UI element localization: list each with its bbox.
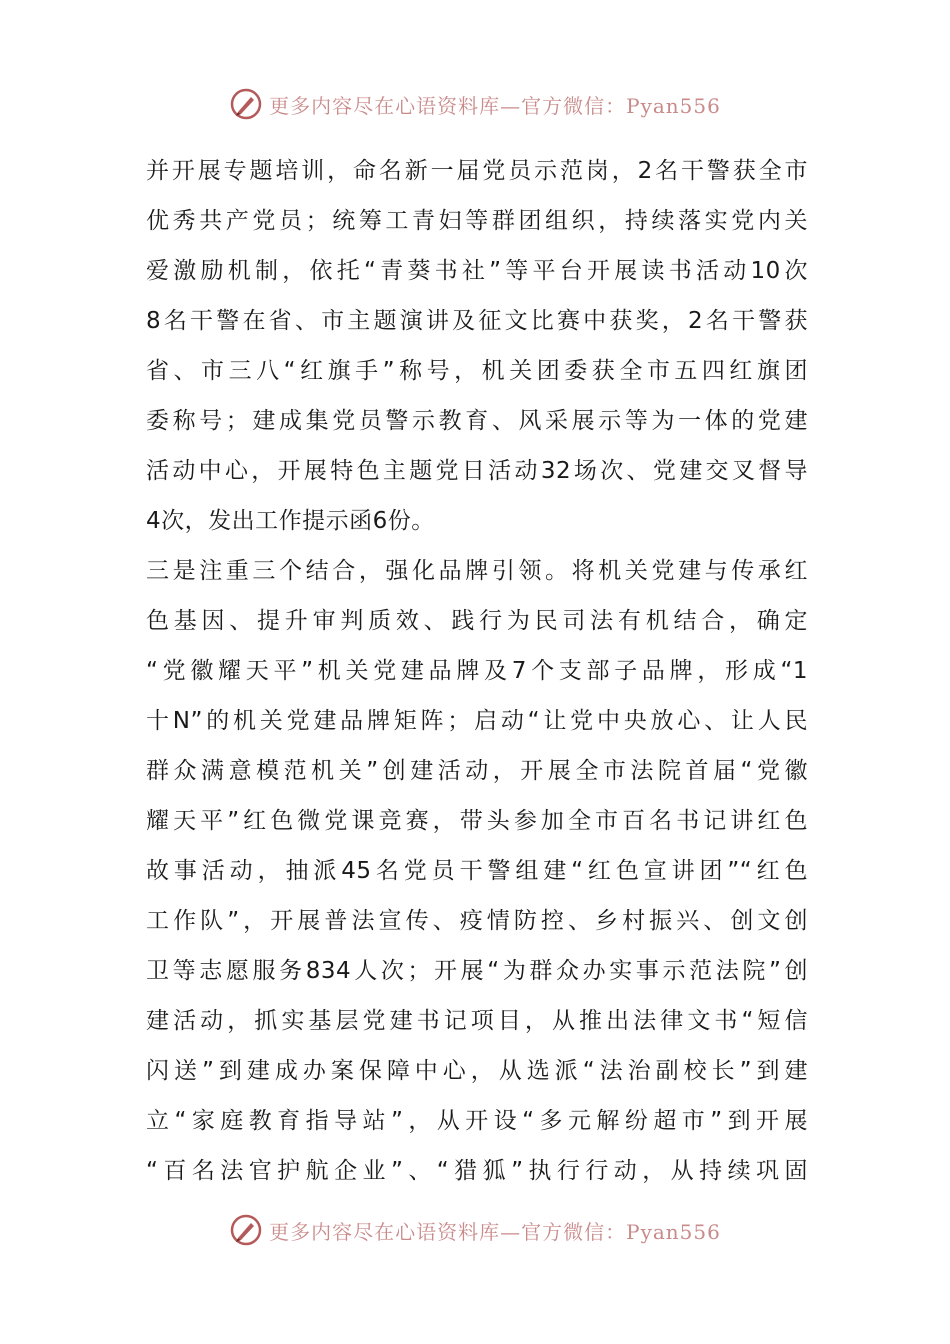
watermark-text: 更多内容尽在心语资料库—官方微信：Pyan556 <box>269 93 721 118</box>
text-line: “百名法官护航企业”、“猎狐”执行行动，从持续巩固 <box>146 1158 808 1184</box>
text-line: 耀天平”红色微党课竞赛，带头参加全市百名书记讲红色 <box>146 808 808 834</box>
text-line: 闪送”到建成办案保障中心，从选派“法治副校长”到建 <box>146 1058 808 1084</box>
text-line: 色基因、提升审判质效、践行为民司法有机结合，确定 <box>146 608 808 634</box>
text-line: 活动中心，开展特色主题党日活动32场次、党建交叉督导 <box>146 458 808 484</box>
text-line: 故事活动，抽派45名党员干警组建“红色宣讲团”“红色 <box>146 858 808 884</box>
text-line: 省、市三八“红旗手”称号，机关团委获全市五四红旗团 <box>146 358 808 384</box>
watermark-text: 更多内容尽在心语资料库—官方微信：Pyan556 <box>269 1219 721 1244</box>
watermark-header <box>0 84 950 124</box>
text-line: 爱激励机制，依托“青葵书社”等平台开展读书活动10次 <box>146 258 808 284</box>
text-line: 4次，发出工作提示函6份。 <box>146 508 435 534</box>
pen-circle-icon <box>229 87 263 121</box>
text-line: 并开展专题培训，命名新一届党员示范岗，2名干警获全市 <box>146 158 808 184</box>
document-body <box>146 146 808 1196</box>
text-line: 优秀共产党员；统筹工青妇等群团组织，持续落实党内关 <box>146 208 808 234</box>
text-line: 工作队”，开展普法宣传、疫情防控、乡村振兴、创文创 <box>146 908 808 934</box>
text-line: 委称号；建成集党员警示教育、风采展示等为一体的党建 <box>146 408 808 434</box>
text-line: 立“家庭教育指导站”，从开设“多元解纷超市”到开展 <box>146 1108 808 1134</box>
text-line: 十N”的机关党建品牌矩阵；启动“让党中央放心、让人民 <box>146 708 808 734</box>
watermark-footer <box>0 1210 950 1250</box>
text-line: 卫等志愿服务834人次；开展“为群众办实事示范法院”创 <box>146 958 808 984</box>
pen-circle-icon <box>229 1213 263 1247</box>
text-line: “党徽耀天平”机关党建品牌及7个支部子品牌，形成“1 <box>146 658 808 684</box>
text-line: 8名干警在省、市主题演讲及征文比赛中获奖，2名干警获 <box>146 308 808 334</box>
text-line: 群众满意模范机关”创建活动，开展全市法院首届“党徽 <box>146 758 808 784</box>
text-line: 三是注重三个结合，强化品牌引领。将机关党建与传承红 <box>146 558 808 584</box>
text-line: 建活动，抓实基层党建书记项目，从推出法律文书“短信 <box>146 1008 808 1034</box>
